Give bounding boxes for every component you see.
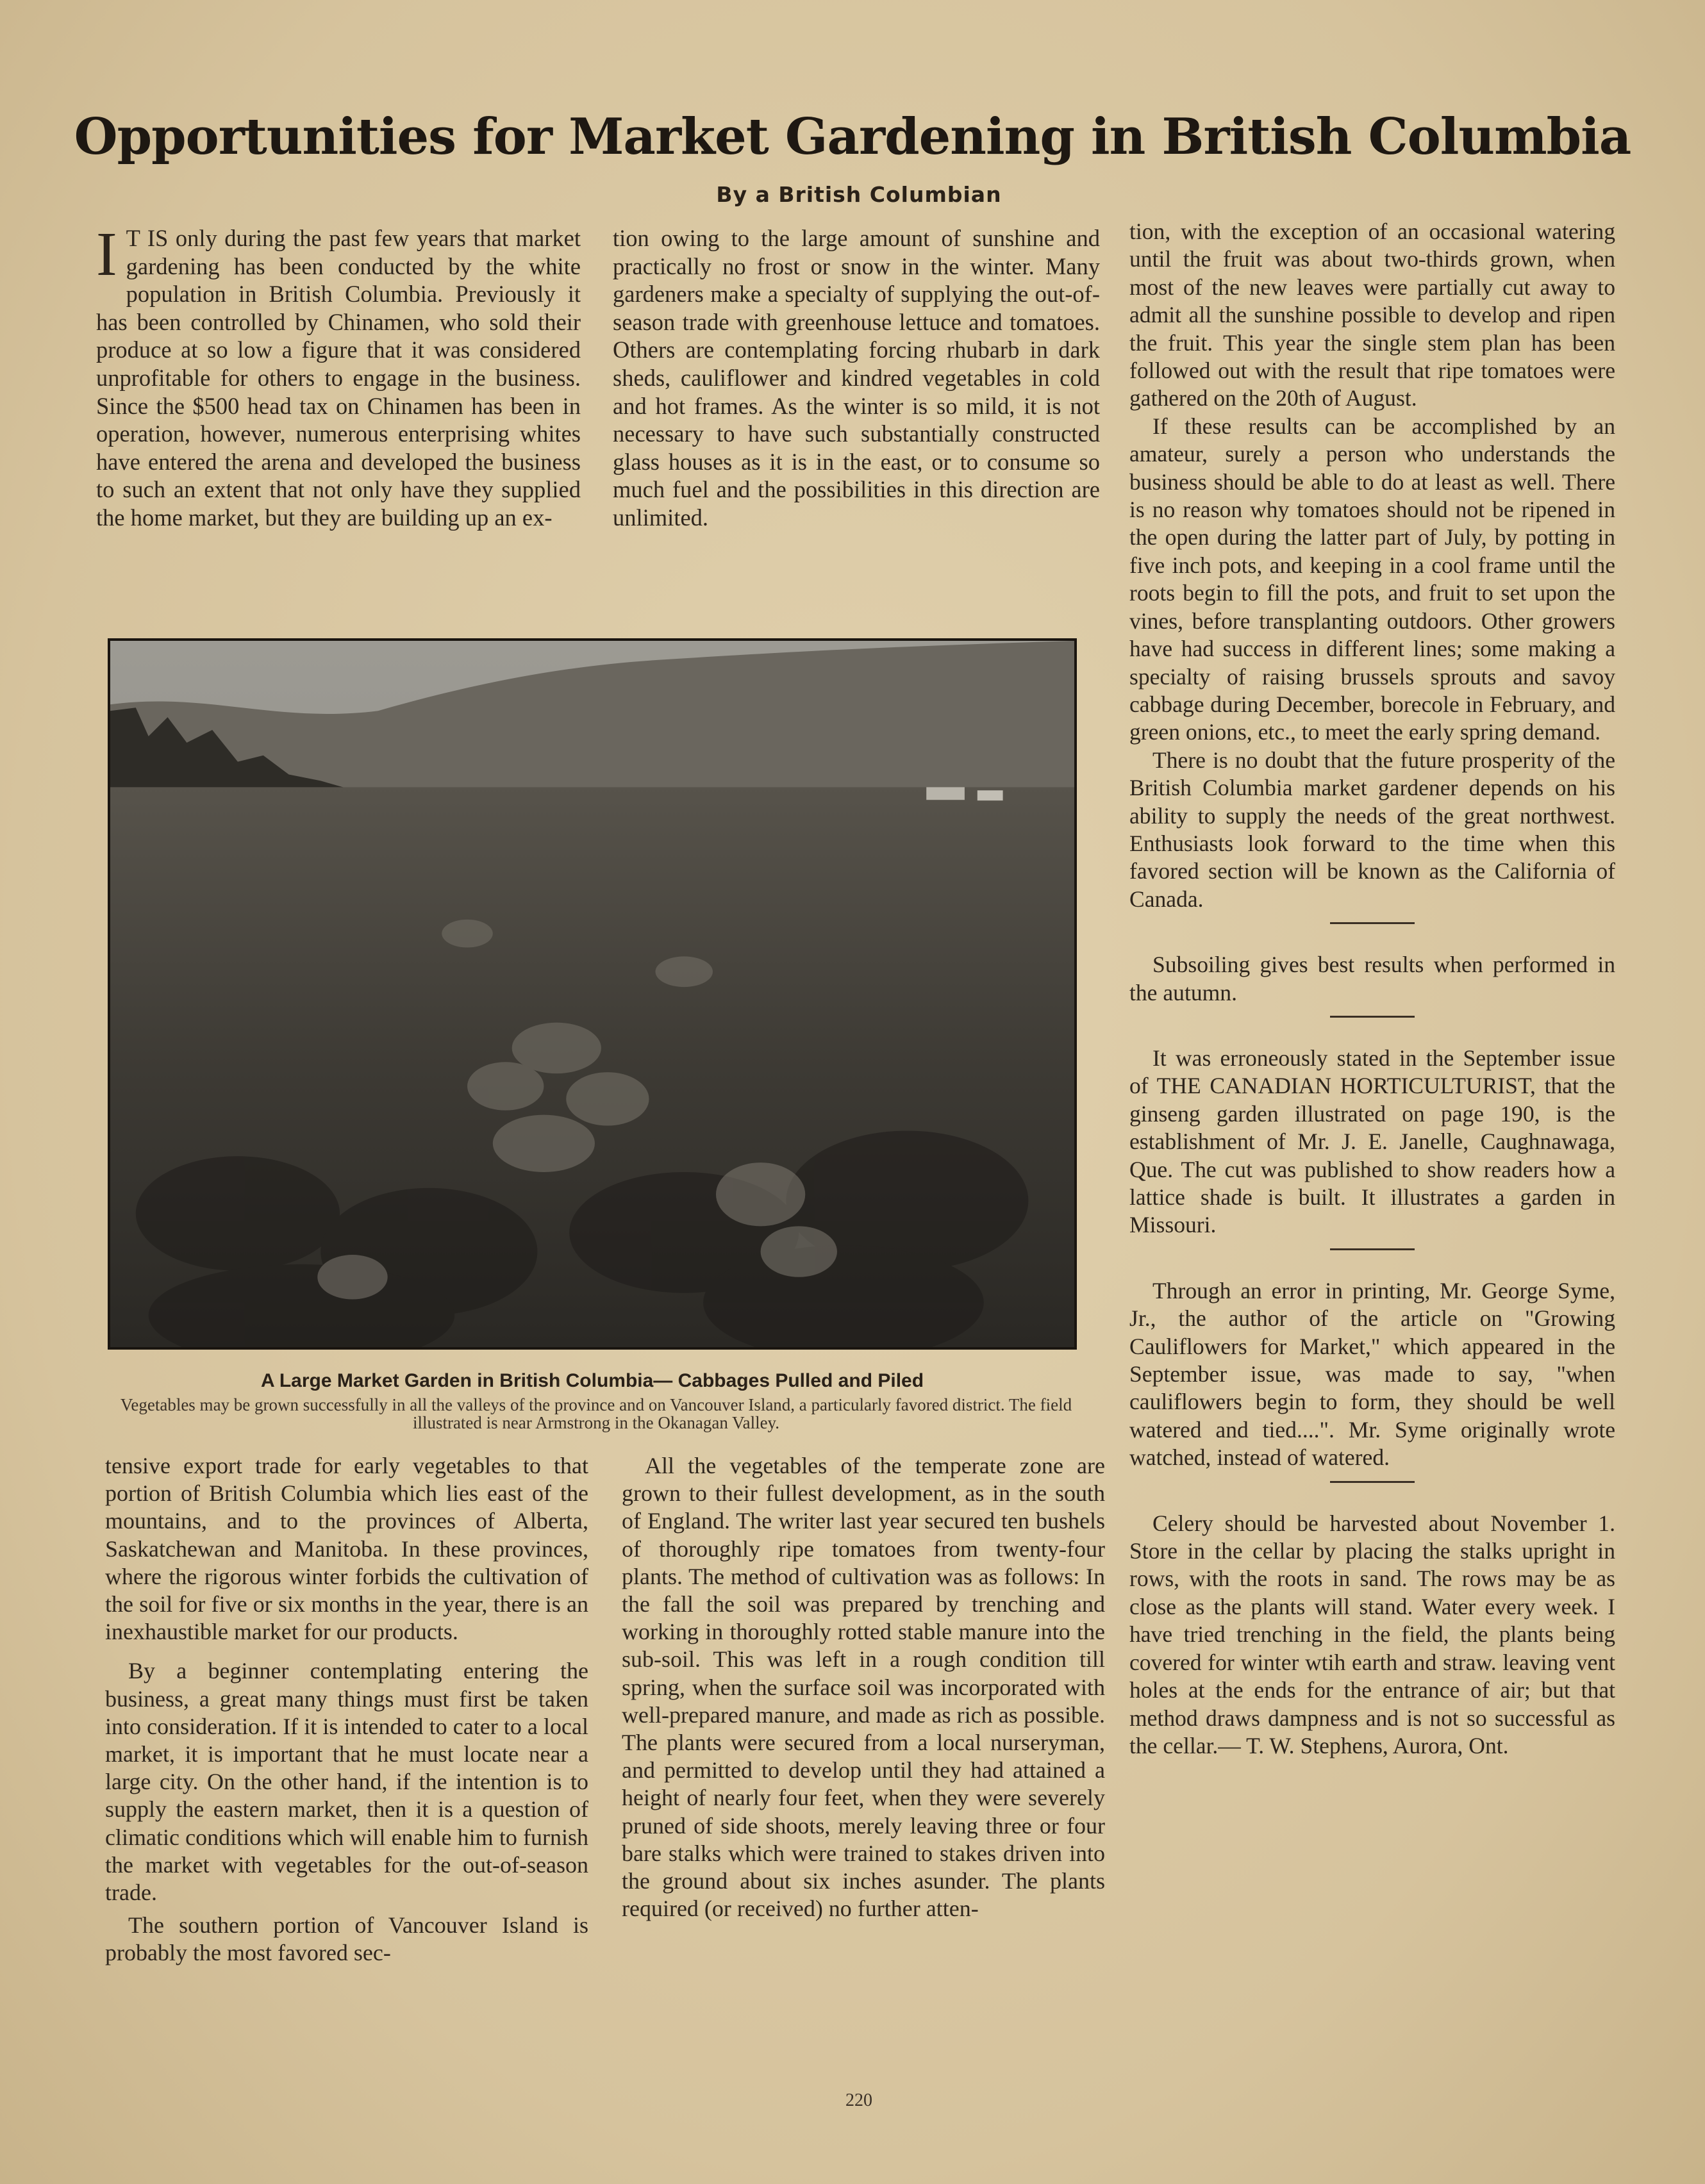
photo-caption-title: A Large Market Garden in British Columbia— Cabbages Pulled and Piled	[260, 1370, 924, 1391]
note-correction-ginseng: It was erroneously stated in the September issue of THE CANADIAN HORTICULTURIST, that the ginseng garden illustrated on page 190, is the establishment of Mr. J. E. Janelle, Caughnawaga, Que. The cut was published to show readers how a lattice shade is built. It illustrates a garden in Missouri.	[1129, 1045, 1615, 1238]
paragraph: There is no doubt that the future prosperity of the British Columbia market gardener depends on his ability to supply the needs of the great northwest. Enthusiasts look forward to the time when this favored section will be known as the California of Canada.	[1129, 747, 1615, 912]
section-divider	[1330, 1248, 1415, 1250]
paragraph: All the vegetables of the temperate zone are grown to their fullest development, as in the south of England. The writer last year secured ten bushels of thoroughly ripe tomatoes from twenty-four plants. The method of cultivation was as follows: In the fall the soil was prepared by trenching and working in thoroughly rotted stable manure into the sub-soil. This was left in a rough condition till spring, when the surface soil was incorporated with well-prepared manure, and made as rich as possible. The plants were secured from a local nurseryman, and permitted to develop until they had attained a height of nearly four feet, when they were severely pruned of side shoots, merely leaving three or four bare stalks which were trained to stakes driven into the ground about six inches asunder. The plants required (or received) no further atten-	[622, 1453, 1105, 1922]
paragraph: If these results can be accomplished by an amateur, surely a person who understands the business should be able to do at least as well. There is no reason why tomatoes should not be ripened in the open during the latter part of July, by potting in five inch pots, and keeping in a cool frame until the roots begin to fill the pots, and fruit to set upon the vines, before transplanting outdoors. Other growers have had success in different lines; some making a specialty of raising brussels sprouts and savoy cabbage during December, borecole in February, and green onions, etc., to meet the early spring demand.	[1129, 413, 1615, 745]
note-subsoiling: Subsoiling gives best results when performed in the autumn.	[1129, 952, 1615, 1005]
column-2-top	[613, 224, 1100, 532]
note-celery: Celery should be harvested about November 1. Store in the cellar by placing the stalks upright in rows, with the roots in sand. The rows may be as close as the plants will stand. Water every week. I have tried trenching in the field, the plants being covered for winter wtih earth and straw. leaving vent holes at the ends for the entrance of air; but that method draws dampness and is not so successful as the cellar.— T. W. Stephens, Aurora, Ont.	[1129, 1510, 1615, 1758]
photo-caption-text: Vegetables may be grown successfully in all the valleys of the province and on Vancouver Island, a particularly favored district. The field illustrated is near Armstrong in the Okanagan Valley.	[120, 1395, 1072, 1432]
column-1-top	[96, 220, 581, 532]
paragraph: tion, with the exception of an occasional watering until the fruit was about two-thirds grown, when most of the new leaves were partially cut away to admit all the sunshine possible to develop and ripen the fruit. This year the single stem plan has been followed out with the result that ripe tomatoes were gathered on the 20th of August.	[1129, 219, 1615, 411]
article-byline: By a British Columbian	[716, 182, 1002, 207]
column-1-bottom	[105, 1452, 588, 1967]
intro-paragraph	[96, 220, 581, 532]
note-correction-cauliflowers: Through an error in printing, Mr. George Syme, Jr., the author of the article on "Growing Cauliflowers for Market," which appeared in the September issue, was made to say, "when cauliflowers begin to form, they should be well watered and tied....". Mr. Syme originally wrote watched, instead of watered.	[1129, 1277, 1615, 1471]
column-3	[1129, 218, 1615, 1760]
paragraph: By a beginner contemplating entering the business, a great many things must first be taken into consideration. If it is intended to cater to a local market, it is important that he must locate near a large city. On the other hand, if the intention is to supply the eastern market, then it is a question of climatic conditions which will enable him to furnish the market with vegetables for the out-of-season trade.	[105, 1658, 588, 1906]
intro-text: T IS only during the past few years that market gardening has been conducted by the white population in British Columbia. Previously it has been controlled by Chinamen, who sold their produce at so low a figure that it was considered unprofitable for others to engage in the business. Since the $500 head tax on Chinamen has been in operation, however, numerous enterprising whites have entered the arena and developed the business to such an extent that not only have they supplied the home market, but they are building up an ex-	[96, 225, 581, 531]
paragraph: tion owing to the large amount of sunshine and practically no frost or snow in the winter. Many gardeners make a specialty of supplying the out-of-season trade with greenhouse lettuce and tomatoes. Others are contemplating forcing rhubarb in dark sheds, cauliflower and kindred vegetables in cold and hot frames. As the winter is so mild, it is not necessary to have such substantially constructed glass houses as it is in the east, or to consume so much fuel and the possibilities in this direction are unlimited.	[613, 225, 1100, 531]
cabbage-field-image	[110, 641, 1074, 1347]
section-divider	[1330, 1481, 1415, 1483]
market-garden-photo	[108, 638, 1077, 1350]
paragraph: The southern portion of Vancouver Island is probably the most favored sec-	[105, 1912, 588, 1966]
section-divider	[1330, 922, 1415, 924]
article-title: Opportunities for Market Gardening in British Columbia	[74, 108, 1631, 166]
section-divider	[1330, 1016, 1415, 1018]
drop-cap: I	[96, 220, 117, 289]
page-number: 220	[845, 2090, 872, 2110]
paragraph: tensive export trade for early vegetables to that portion of British Columbia which lies east of the mountains, and to the provinces of Alberta, Saskatchewan and Manitoba. In these provinces, where the rigorous winter forbids the cultivation of the soil for five or six months in the year, there is an inexhaustible market for our products.	[105, 1453, 588, 1645]
column-2-bottom	[622, 1452, 1105, 1923]
